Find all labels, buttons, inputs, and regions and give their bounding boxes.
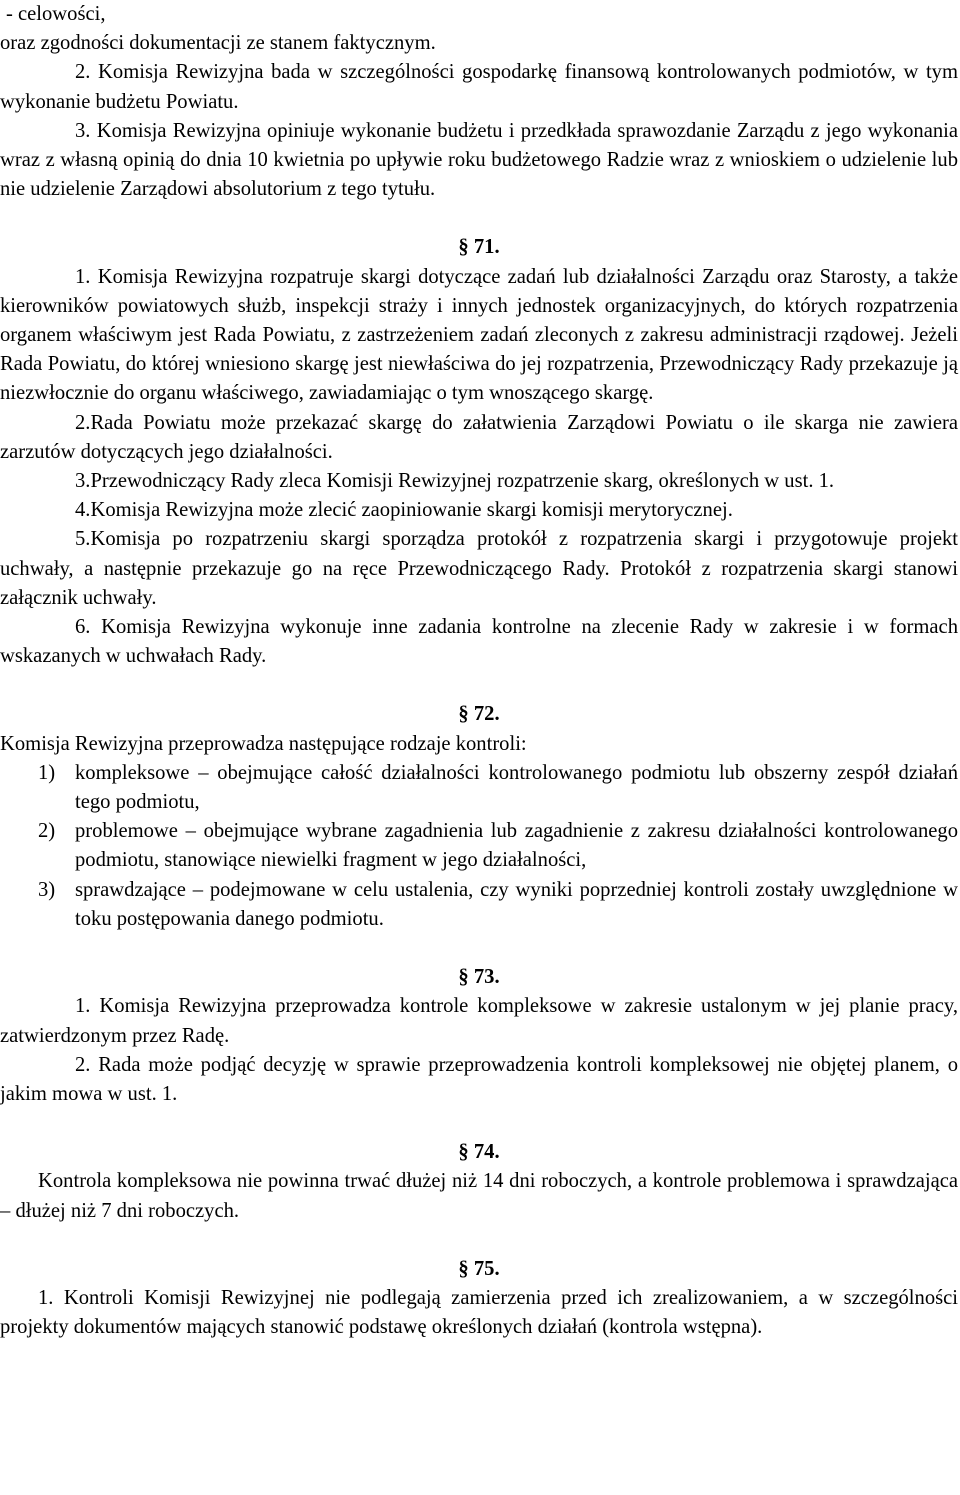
list-item-text: kompleksowe – obejmujące całość działalności kontrolowanego podmiotu lub obszerny zespół działań tego podmiotu, [75, 761, 958, 814]
control-types-list [0, 759, 958, 934]
list-item-number: 2) [38, 820, 56, 843]
list-item-text: problemowe – obejmujące wybrane zagadnienia lub zagadnienie z zakresu działalności kontrolowanego podmiotu, stanowiące niewielki fragment w jego działalności, [75, 820, 958, 872]
s71-paragraph-2: 2.Rada Powiatu może przekazać skargę do załatwienia Zarządowi Powiatu o ile skarga nie zawiera zarzutów dotyczących jego działalności. [0, 411, 958, 463]
s71-paragraph-1: 1. Komisja Rewizyjna rozpatruje skargi dotyczące zadań lub działalności Zarządu oraz Starosty, a także kierowników powiatowych służb, inspekcji straży i innych jednostek organizacyjnych, do których rozpatrzenia organem właściwym jest Rada Powiatu, z zastrzeżeniem zadań zleconych z zakresu administracji rządowej. Jeżeli Rada Powiatu, do której wniesiono skargę jest niewłaściwa do jej rozpatrzenia, Przewodniczący Rady przekazuje ją niezwłocznie do organu właściwego, zawiadamiając o tym wnoszącego skargę. [0, 265, 958, 405]
s71-paragraph-6: 6. Komisja Rewizyjna wykonuje inne zadania kontrolne na zlecenie Rady w zakresie i w formach wskazanych w uchwałach Rady. [0, 616, 958, 668]
s74-paragraph-1: Kontrola kompleksowa nie powinna trwać dłużej niż 14 dni roboczych, a kontrole problemowa i sprawdzająca – dłużej niż 7 dni roboczych. [0, 1170, 958, 1222]
s73-paragraph-2: 2. Rada może podjąć decyzję w sprawie przeprowadzenia kontroli kompleksowej nie objętej planem, o jakim mowa w ust. 1. [0, 1053, 958, 1105]
list-item-number: 3) [38, 878, 56, 901]
section-heading-75: § 75. [458, 1257, 500, 1280]
list-item [0, 817, 958, 875]
s72-intro: Komisja Rewizyjna przeprowadza następujące rodzaje kontroli: [0, 732, 527, 755]
list-item-number: 1) [38, 761, 56, 784]
list-item [0, 876, 958, 934]
paragraph: oraz zgodności dokumentacji ze stanem faktycznym. [0, 32, 436, 55]
list-dash-line: - celowości, [6, 3, 106, 25]
s71-paragraph-4: 4.Komisja Rewizyjna może zlecić zaopiniowanie skargi komisji merytorycznej. [75, 499, 733, 522]
section-heading-71: § 71. [458, 236, 500, 259]
s73-paragraph-1: 1. Komisja Rewizyjna przeprowadza kontrole kompleksowe w zakresie ustalonym w jej planie pracy, zatwierdzonym przez Radę. [0, 995, 958, 1047]
list-item [0, 759, 958, 817]
section-heading-73: § 73. [458, 966, 500, 989]
paragraph-2: 2. Komisja Rewizyjna bada w szczególności gospodarkę finansową kontrolowanych podmiotów, w tym wykonanie budżetu Powiatu. [0, 61, 958, 113]
paragraph-3: 3. Komisja Rewizyjna opiniuje wykonanie budżetu i przedkłada sprawozdanie Zarządu z jego wykonania wraz z własną opinią do dnia 10 kwietnia po upływie roku budżetowego Radzie wraz z wnioskiem o udzielenie lub nie udzielenie Zarządowi absolutorium z tego tytułu. [0, 119, 958, 201]
list-item-text: sprawdzające – podejmowane w celu ustalenia, czy wyniki poprzedniej kontroli zostały uwzględnione w toku postępowania danego podmiotu. [75, 878, 958, 930]
s71-paragraph-5: 5.Komisja po rozpatrzeniu skargi sporządza protokół z rozpatrzenia skargi i przygotowuje projekt uchwały, a następnie przekazuje go na ręce Przewodniczącego Rady. Protokół z rozpatrzenia skargi stanowi załącznik uchwały. [0, 528, 958, 609]
section-heading-74: § 74. [458, 1141, 500, 1164]
section-heading-72: § 72. [458, 703, 500, 726]
s75-paragraph-1: 1. Kontroli Komisji Rewizyjnej nie podlegają zamierzenia przed ich zrealizowaniem, a w szczególności projekty dokumentów mających stanowić podstawę określonych działań (kontrola wstępna). [0, 1286, 958, 1339]
s71-paragraph-3: 3.Przewodniczący Rady zleca Komisji Rewizyjnej rozpatrzenie skarg, określonych w ust. 1. [75, 470, 835, 493]
